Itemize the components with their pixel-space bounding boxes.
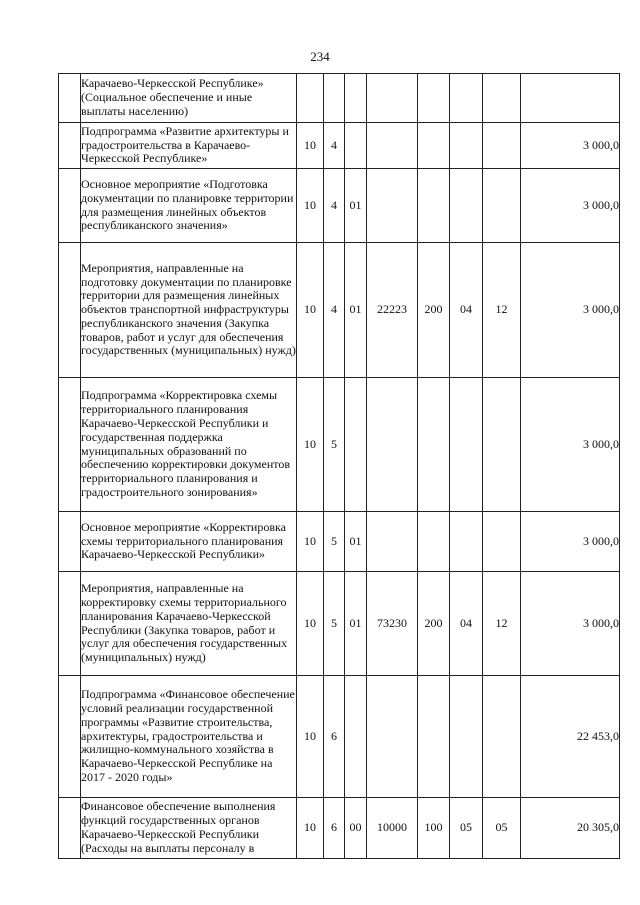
cell-subprogram xyxy=(324,74,345,123)
cell-direction xyxy=(367,512,418,572)
row-name: Основное мероприятие «Корректировка схемы территориального планирования Карачаево-Черкесской Республики» xyxy=(81,512,297,572)
cell-subprogram: 5 xyxy=(324,378,345,512)
row-lead-cell xyxy=(59,243,81,378)
cell-main-event: 01 xyxy=(345,243,367,378)
cell-subsection xyxy=(483,169,521,243)
cell-main-event xyxy=(345,676,367,798)
row-name: Мероприятия, направленные на корректировку схемы территориального планирования Карачаево-Черкесской Республики (Закупка товаров, работ и услуг для обеспечения государственных (муниципальных) нужд) xyxy=(81,572,297,676)
cell-direction: 10000 xyxy=(367,798,418,859)
cell-amount: 22 453,0 xyxy=(521,676,620,798)
cell-subsection xyxy=(483,378,521,512)
row-lead-cell xyxy=(59,512,81,572)
cell-direction xyxy=(367,74,418,123)
row-lead-cell xyxy=(59,572,81,676)
cell-subsection xyxy=(483,74,521,123)
cell-amount: 3 000,0 xyxy=(521,512,620,572)
cell-program: 10 xyxy=(297,798,324,859)
cell-subprogram: 6 xyxy=(324,676,345,798)
table-row xyxy=(59,169,620,243)
cell-amount: 3 000,0 xyxy=(521,572,620,676)
cell-main-event: 01 xyxy=(345,169,367,243)
cell-subsection: 12 xyxy=(483,572,521,676)
row-name: Подпрограмма «Корректировка схемы территориального планирования Карачаево-Черкесской Республики и государственная поддержка муниципальных образований по обеспечению корректировки документов территориального планирования и градостроительного зонирования» xyxy=(81,378,297,512)
cell-amount: 3 000,0 xyxy=(521,243,620,378)
row-name: Основное мероприятие «Подготовка документации по планировке территории для размещения линейных объектов республиканского значения» xyxy=(81,169,297,243)
row-lead-cell xyxy=(59,123,81,169)
cell-section: 05 xyxy=(450,798,483,859)
cell-subprogram: 4 xyxy=(324,123,345,169)
cell-direction xyxy=(367,169,418,243)
cell-program: 10 xyxy=(297,378,324,512)
table-row xyxy=(59,676,620,798)
cell-subprogram: 6 xyxy=(324,798,345,859)
cell-direction: 22223 xyxy=(367,243,418,378)
table-row xyxy=(59,512,620,572)
table-body xyxy=(59,74,620,859)
cell-expense-type xyxy=(418,123,450,169)
cell-subsection xyxy=(483,123,521,169)
budget-table xyxy=(58,73,620,859)
cell-expense-type xyxy=(418,378,450,512)
cell-direction xyxy=(367,378,418,512)
cell-program: 10 xyxy=(297,243,324,378)
table-row xyxy=(59,243,620,378)
cell-main-event: 01 xyxy=(345,572,367,676)
row-lead-cell xyxy=(59,74,81,123)
cell-amount: 3 000,0 xyxy=(521,378,620,512)
row-lead-cell xyxy=(59,798,81,859)
cell-subprogram: 5 xyxy=(324,512,345,572)
table-row xyxy=(59,378,620,512)
cell-subprogram: 5 xyxy=(324,572,345,676)
cell-subsection: 12 xyxy=(483,243,521,378)
cell-section: 04 xyxy=(450,243,483,378)
cell-program: 10 xyxy=(297,169,324,243)
cell-direction xyxy=(367,676,418,798)
cell-main-event: 00 xyxy=(345,798,367,859)
cell-section xyxy=(450,169,483,243)
row-name: Подпрограмма «Развитие архитектуры и градостроительства в Карачаево-Черкесской Республике» xyxy=(81,123,297,169)
cell-subsection: 05 xyxy=(483,798,521,859)
cell-main-event xyxy=(345,74,367,123)
cell-section xyxy=(450,123,483,169)
cell-expense-type xyxy=(418,512,450,572)
cell-section xyxy=(450,378,483,512)
table-row xyxy=(59,798,620,859)
cell-amount: 3 000,0 xyxy=(521,123,620,169)
cell-amount: 20 305,0 xyxy=(521,798,620,859)
cell-program: 10 xyxy=(297,512,324,572)
cell-expense-type xyxy=(418,169,450,243)
row-lead-cell xyxy=(59,378,81,512)
row-name: Мероприятия, направленные на подготовку документации по планировке территории для размещения линейных объектов транспортной инфраструктуры республиканского значения (Закупка товаров, работ и услуг для обеспечения государственных (муниципальных) нужд) xyxy=(81,243,297,378)
row-lead-cell xyxy=(59,169,81,243)
cell-expense-type: 200 xyxy=(418,572,450,676)
cell-direction xyxy=(367,123,418,169)
table-row xyxy=(59,123,620,169)
cell-expense-type: 100 xyxy=(418,798,450,859)
cell-expense-type xyxy=(418,676,450,798)
cell-main-event xyxy=(345,123,367,169)
table-row xyxy=(59,572,620,676)
cell-program: 10 xyxy=(297,676,324,798)
cell-subprogram: 4 xyxy=(324,243,345,378)
cell-program: 10 xyxy=(297,123,324,169)
cell-main-event: 01 xyxy=(345,512,367,572)
row-lead-cell xyxy=(59,676,81,798)
cell-amount: 3 000,0 xyxy=(521,169,620,243)
cell-main-event xyxy=(345,378,367,512)
row-name: Карачаево-Черкесской Республике» (Социальное обеспечение и иные выплаты населению) xyxy=(81,74,297,123)
cell-section xyxy=(450,74,483,123)
table-row xyxy=(59,74,620,123)
cell-subsection xyxy=(483,676,521,798)
cell-amount xyxy=(521,74,620,123)
row-name: Финансовое обеспечение выполнения функций государственных органов Карачаево-Черкесской Республики (Расходы на выплаты персоналу в xyxy=(81,798,297,859)
row-name: Подпрограмма «Финансовое обеспечение условий реализации государственной программы «Развитие строительства, архитектуры, градостроительства и жилищно-коммунального хозяйства в Карачаево-Черкесской Республике на 2017 - 2020 годы» xyxy=(81,676,297,798)
cell-program: 10 xyxy=(297,572,324,676)
cell-section: 04 xyxy=(450,572,483,676)
page-number: 234 xyxy=(310,49,330,64)
cell-direction: 73230 xyxy=(367,572,418,676)
cell-subprogram: 4 xyxy=(324,169,345,243)
cell-subsection xyxy=(483,512,521,572)
cell-expense-type xyxy=(418,74,450,123)
cell-section xyxy=(450,512,483,572)
cell-expense-type: 200 xyxy=(418,243,450,378)
cell-program xyxy=(297,74,324,123)
cell-section xyxy=(450,676,483,798)
